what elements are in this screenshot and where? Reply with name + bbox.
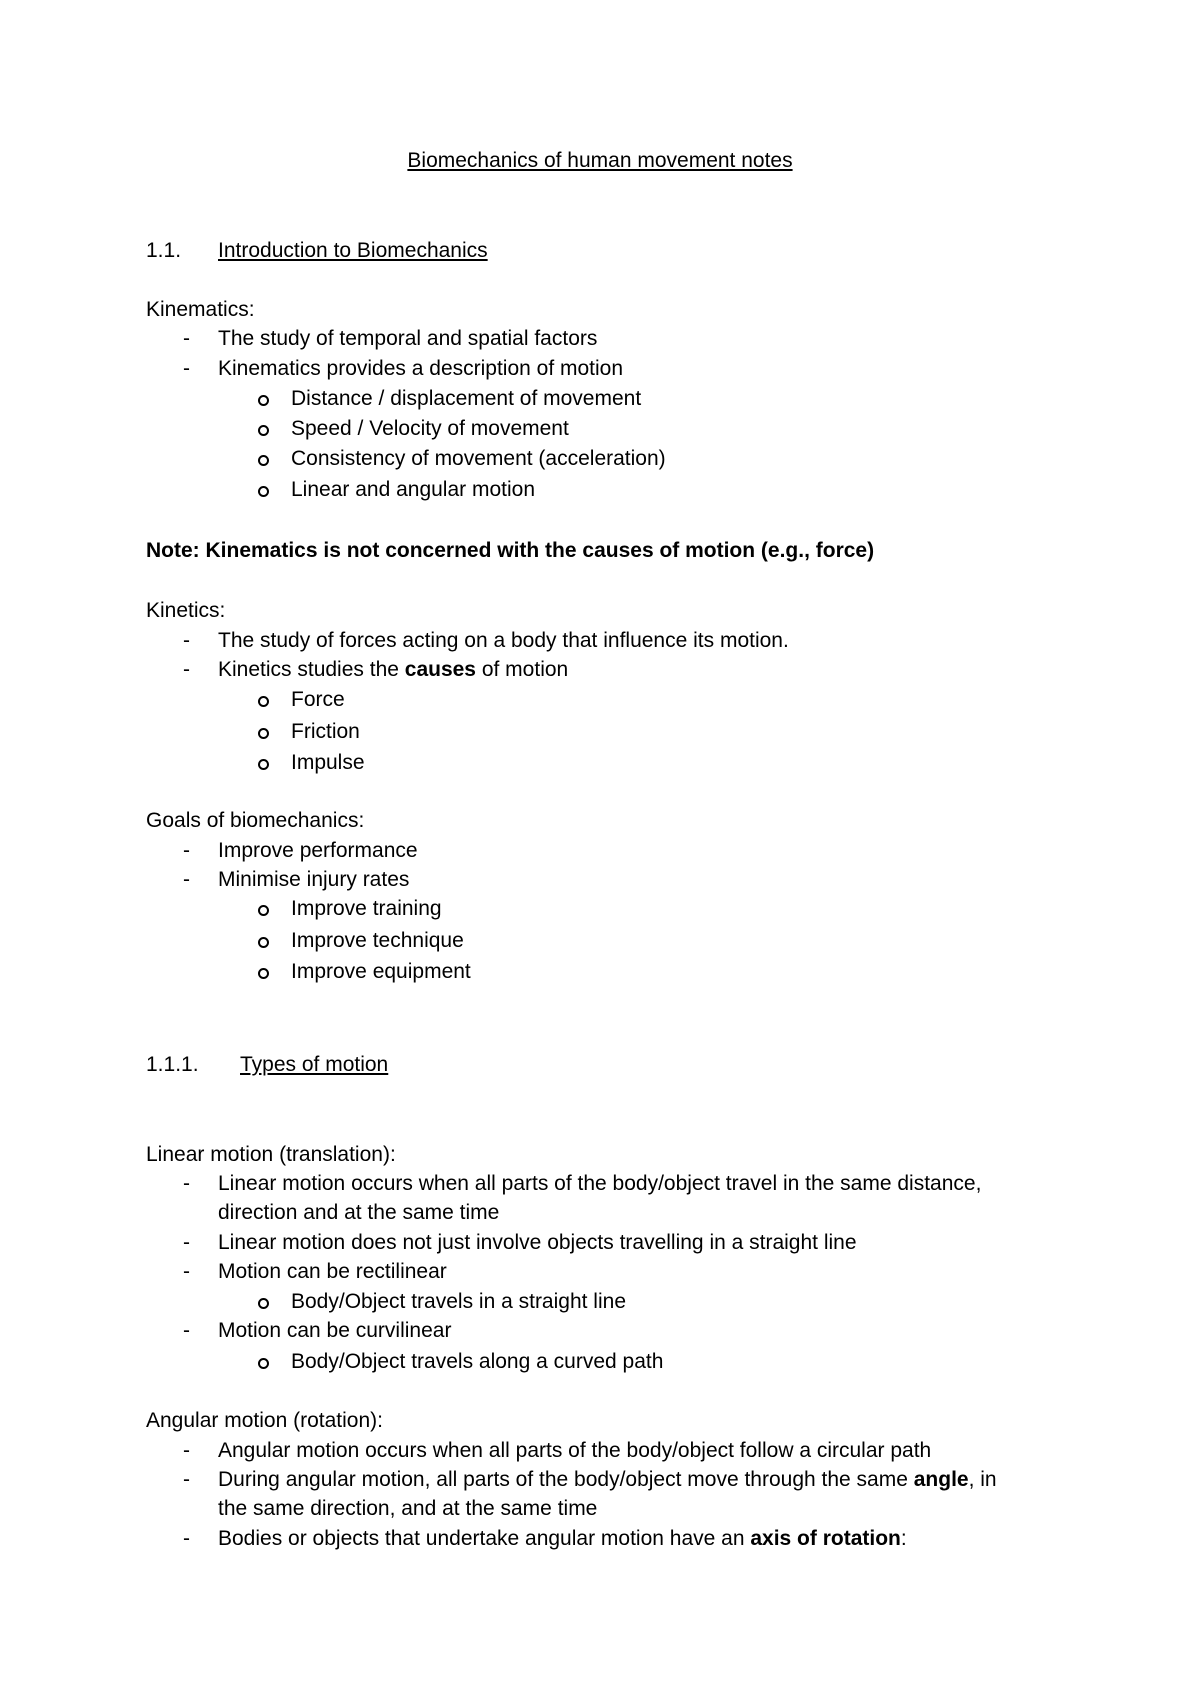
- list-item: The study of temporal and spatial factors: [218, 327, 598, 350]
- circle-bullet: [258, 1298, 269, 1309]
- dash-bullet: -: [183, 1231, 190, 1254]
- circle-bullet: [258, 486, 269, 497]
- list-item: Linear motion does not just involve objects travelling in a straight line: [218, 1231, 857, 1254]
- dash-bullet: -: [183, 1319, 190, 1342]
- sub-list-item: Improve technique: [291, 929, 464, 952]
- list-item: Kinetics studies the causes of motion: [218, 658, 569, 681]
- circle-bullet: [258, 728, 269, 739]
- note-text: Note: Kinematics is not concerned with the causes of motion (e.g., force): [146, 539, 875, 562]
- sub-list-item: Distance / displacement of movement: [291, 387, 642, 410]
- circle-bullet: [258, 696, 269, 707]
- circle-bullet: [258, 968, 269, 979]
- list-item: Angular motion occurs when all parts of the body/object follow a circular path: [218, 1439, 932, 1462]
- sub-list-item: Body/Object travels in a straight line: [291, 1290, 626, 1313]
- sub-list-item: Body/Object travels along a curved path: [291, 1350, 664, 1373]
- list-item: Motion can be curvilinear: [218, 1319, 452, 1342]
- dash-bullet: -: [183, 1439, 190, 1462]
- dash-bullet: -: [183, 1172, 190, 1195]
- list-item: Linear motion occurs when all parts of the body/object travel in the same distance,: [218, 1172, 982, 1195]
- circle-bullet: [258, 905, 269, 916]
- dash-bullet: -: [183, 1527, 190, 1550]
- sub-list-item: Speed / Velocity of movement: [291, 417, 569, 440]
- sub-list-item: Impulse: [291, 751, 365, 774]
- list-item: Improve performance: [218, 839, 418, 862]
- circle-bullet: [258, 1358, 269, 1369]
- goals-label: Goals of biomechanics:: [146, 809, 365, 832]
- angular-motion-label: Angular motion (rotation):: [146, 1409, 383, 1432]
- sub-list-item: Linear and angular motion: [291, 478, 536, 501]
- list-item: During angular motion, all parts of the body/object move through the same angle, in: [218, 1468, 997, 1491]
- dash-bullet: -: [183, 868, 190, 891]
- circle-bullet: [258, 455, 269, 466]
- kinetics-label: Kinetics:: [146, 599, 226, 622]
- section-heading: Introduction to Biomechanics: [218, 239, 488, 262]
- circle-bullet: [258, 759, 269, 770]
- circle-bullet: [258, 937, 269, 948]
- list-item-continuation: the same direction, and at the same time: [218, 1497, 598, 1520]
- section-number: 1.1.1.: [146, 1053, 199, 1076]
- dash-bullet: -: [183, 327, 190, 350]
- circle-bullet: [258, 425, 269, 436]
- section-heading: Types of motion: [240, 1053, 389, 1076]
- list-item: Bodies or objects that undertake angular motion have an axis of rotation:: [218, 1527, 907, 1550]
- kinematics-label: Kinematics:: [146, 298, 255, 321]
- sub-list-item: Improve training: [291, 897, 442, 920]
- sub-list-item: Friction: [291, 720, 360, 743]
- dash-bullet: -: [183, 839, 190, 862]
- dash-bullet: -: [183, 629, 190, 652]
- document-title: Biomechanics of human movement notes: [407, 149, 793, 172]
- dash-bullet: -: [183, 357, 190, 380]
- dash-bullet: -: [183, 1468, 190, 1491]
- dash-bullet: -: [183, 658, 190, 681]
- list-item-continuation: direction and at the same time: [218, 1201, 500, 1224]
- list-item: Kinematics provides a description of motion: [218, 357, 624, 380]
- sub-list-item: Improve equipment: [291, 960, 471, 983]
- dash-bullet: -: [183, 1260, 190, 1283]
- list-item: Minimise injury rates: [218, 868, 410, 891]
- sub-list-item: Consistency of movement (acceleration): [291, 447, 666, 470]
- sub-list-item: Force: [291, 688, 345, 711]
- section-number: 1.1.: [146, 239, 182, 262]
- list-item: The study of forces acting on a body that influence its motion.: [218, 629, 789, 652]
- list-item: Motion can be rectilinear: [218, 1260, 447, 1283]
- circle-bullet: [258, 395, 269, 406]
- linear-motion-label: Linear motion (translation):: [146, 1143, 396, 1166]
